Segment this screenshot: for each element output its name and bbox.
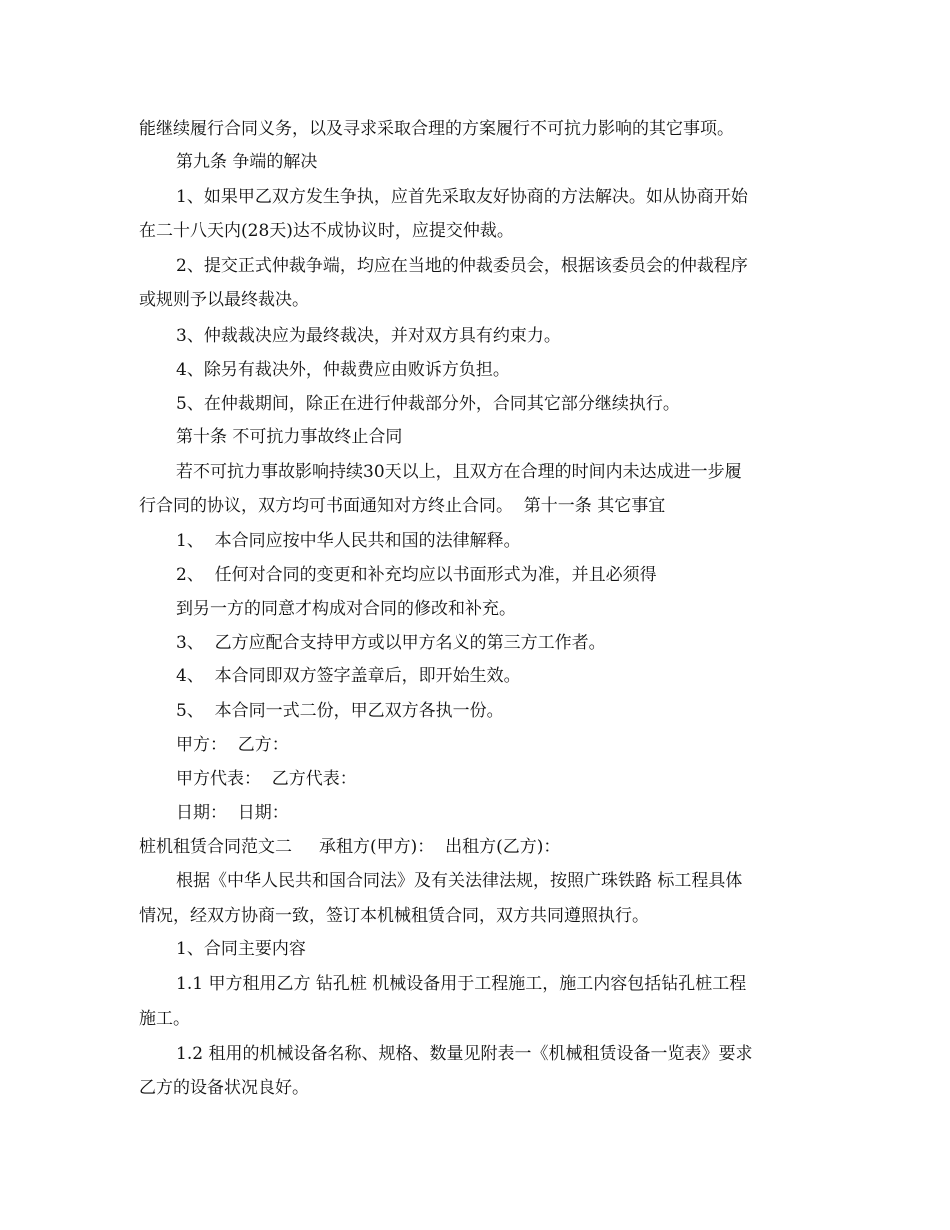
- text-line: 乙方的设备状况良好。: [139, 1078, 309, 1098]
- text-line: 3、 乙方应配合支持甲方或以甲方名义的第三方工作者。: [176, 633, 606, 653]
- text-line: 1、 本合同应按中华人民共和国的法律解释。: [176, 531, 521, 551]
- text-line: 5、在仲裁期间，除正在进行仲裁部分外，合同其它部分继续执行。: [176, 394, 680, 414]
- signature-line: 甲方： 乙方：: [176, 735, 289, 755]
- text-line: 4、除另有裁决外，仲裁费应由败诉方负担。: [176, 360, 510, 380]
- text-line: 1.2 租用的机械设备名称、规格、数量见附表一《机械租赁设备一览表》要求: [176, 1044, 753, 1064]
- section-heading: 第九条 争端的解决: [176, 152, 318, 172]
- text-line: 3、仲裁裁决应为最终裁决，并对双方具有约束力。: [176, 326, 561, 346]
- text-line: 根据《中华人民共和国合同法》及有关法律法规，按照广珠铁路 标工程具体: [176, 871, 743, 891]
- section-heading: 1、合同主要内容: [176, 939, 306, 959]
- text-line: 2、 任何对合同的变更和补充均应以书面形式为准，并且必须得: [176, 565, 657, 585]
- text-line: 能继续履行合同义务，以及寻求采取合理的方案履行不可抗力影响的其它事项。: [139, 119, 734, 139]
- text-line: 1、如果甲乙双方发生争执，应首先采取友好协商的方法解决。如从协商开始: [176, 187, 748, 207]
- document-title-line: 桩机租赁合同范文二 承租方(甲方)： 出租方(乙方)：: [139, 837, 561, 857]
- text-line: 到另一方的同意才构成对合同的修改和补充。: [176, 599, 516, 619]
- section-heading: 第十条 不可抗力事故终止合同: [176, 427, 403, 447]
- date-line: 日期： 日期：: [176, 803, 289, 823]
- text-line: 1.1 甲方租用乙方 钻孔桩 机械设备用于工程施工，施工内容包括钻孔桩工程: [176, 974, 747, 994]
- text-line: 情况，经双方协商一致，签订本机械租赁合同，双方共同遵照执行。: [139, 906, 649, 926]
- text-line: 4、 本合同即双方签字盖章后，即开始生效。: [176, 666, 521, 686]
- text-line: 在二十八天内(28天)达不成协议时，应提交仲裁。: [139, 221, 514, 241]
- text-line: 或规则予以最终裁决。: [139, 290, 309, 310]
- text-line: 施工。: [139, 1009, 190, 1029]
- text-line: 5、 本合同一式二份，甲乙双方各执一份。: [176, 701, 504, 721]
- signature-line: 甲方代表： 乙方代表：: [176, 769, 357, 789]
- text-line: 2、提交正式仲裁争端，均应在当地的仲裁委员会，根据该委员会的仲裁程序: [176, 256, 748, 276]
- text-line: 若不可抗力事故影响持续30天以上，且双方在合理的时间内未达成进一步履: [176, 462, 742, 482]
- text-line: 行合同的协议，双方均可书面通知对方终止合同。 第十一条 其它事宜: [139, 496, 666, 516]
